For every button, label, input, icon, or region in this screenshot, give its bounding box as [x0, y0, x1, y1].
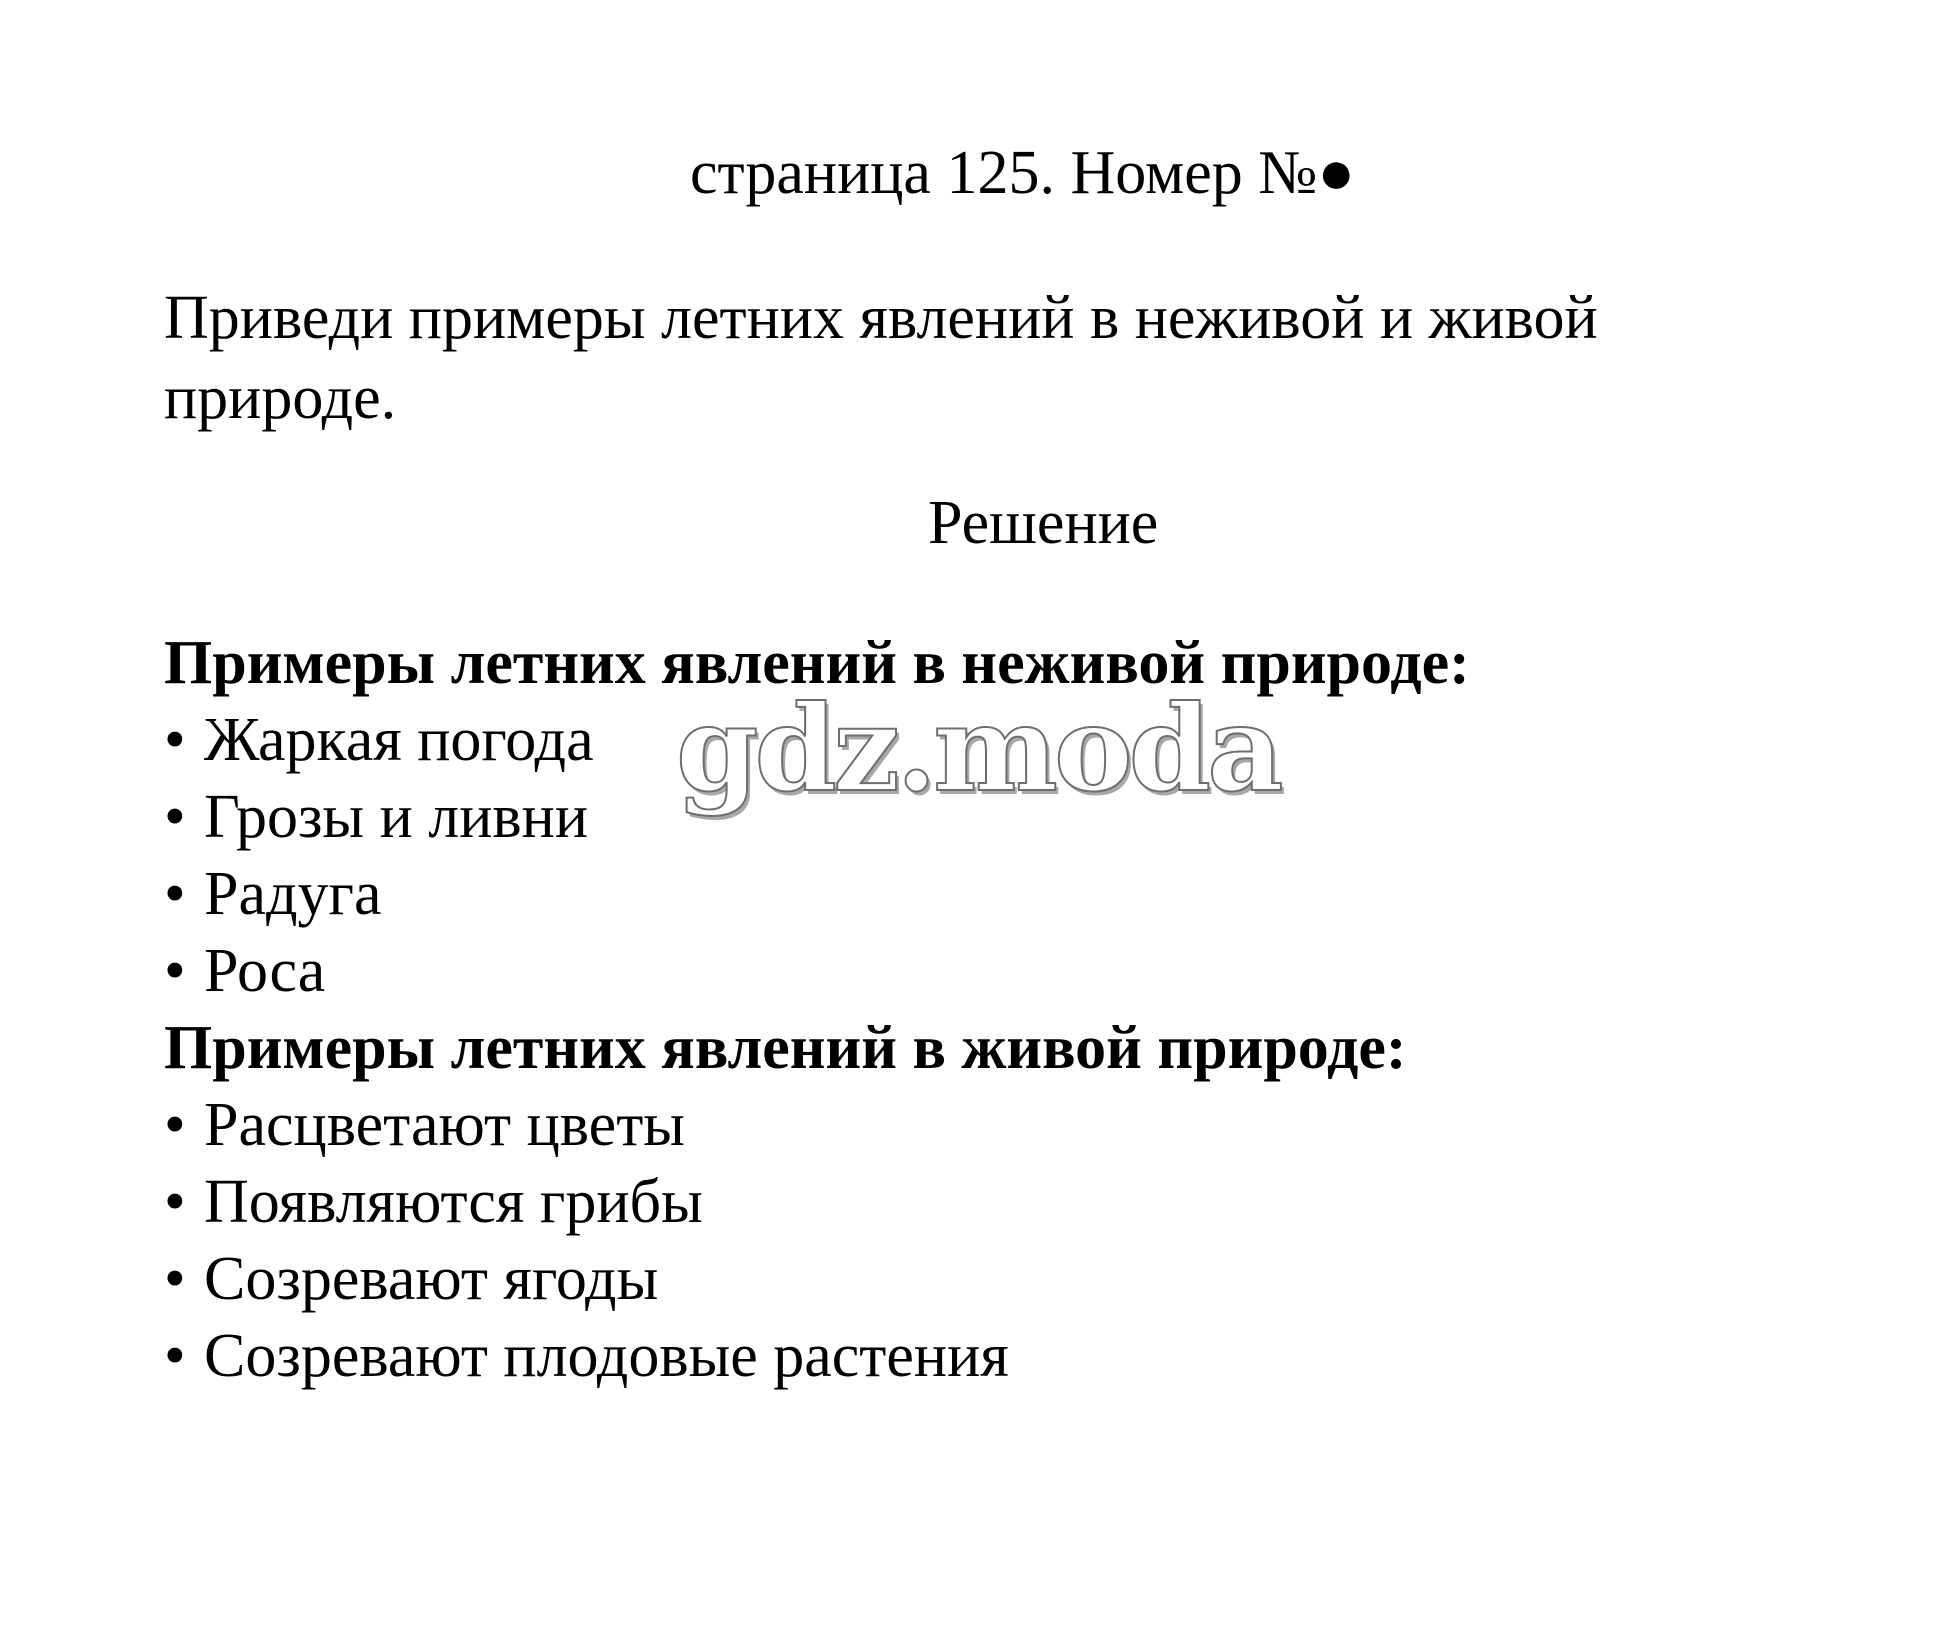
- list-item-text: Появляются грибы: [204, 1168, 703, 1236]
- list-item-text: Созревают ягоды: [204, 1245, 659, 1313]
- list-item-text: Жаркая погода: [204, 706, 594, 774]
- bullet: •: [164, 1091, 186, 1159]
- list-item: [164, 1318, 1407, 1395]
- list-item-text: Расцветают цветы: [204, 1091, 685, 1159]
- list-item: [164, 933, 1470, 1010]
- bullet: •: [164, 1245, 186, 1313]
- section-heading: Примеры летних явлений в живой природе:: [164, 1014, 1407, 1082]
- watermark-logo: gdz.moda: [676, 679, 1280, 818]
- list-item-text: Роса: [204, 937, 326, 1005]
- section-heading: Примеры летних явлений в неживой природе:: [164, 629, 1470, 697]
- list-item: [164, 1241, 1407, 1318]
- list-item: [164, 1087, 1407, 1164]
- list-item-text: Созревают плодовые растения: [204, 1322, 1009, 1390]
- list-item-text: Грозы и ливни: [204, 783, 589, 851]
- section-living-nature: [164, 1010, 1407, 1395]
- bullet: •: [164, 783, 186, 851]
- task-text: Приведи примеры летних явлений в неживой и живой природе.: [164, 284, 1598, 432]
- list-item-text: Радуга: [204, 860, 382, 928]
- bullet: •: [164, 860, 186, 928]
- bullet: •: [164, 1168, 186, 1236]
- list-item: [164, 856, 1470, 933]
- phenomena-list: [164, 1087, 1407, 1395]
- bullet: •: [164, 1322, 186, 1390]
- page-header: страница 125. Номер №●: [690, 139, 1355, 207]
- bullet: •: [164, 937, 186, 1005]
- list-item: [164, 1164, 1407, 1241]
- solution-title: Решение: [928, 489, 1159, 557]
- bullet: •: [164, 706, 186, 774]
